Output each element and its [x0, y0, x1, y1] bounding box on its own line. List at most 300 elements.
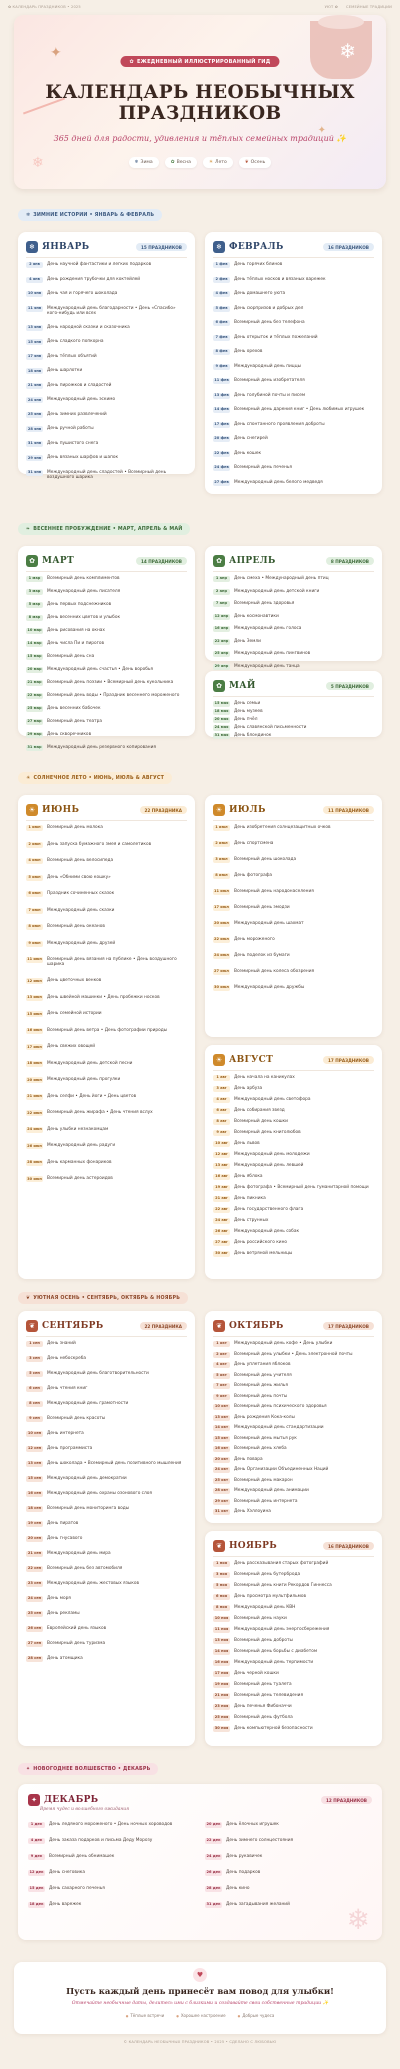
- holiday-date: 21 мар: [27, 680, 42, 685]
- holiday-count-badge: 15 ПРАЗДНИКОВ: [136, 243, 187, 251]
- holiday-row: [26, 719, 187, 725]
- holiday-row: [213, 1649, 374, 1655]
- holiday-name: Всемирный день народонаселения: [234, 889, 314, 894]
- holiday-name: День начала на каникулах: [234, 1075, 295, 1080]
- holiday-row: [213, 1373, 374, 1379]
- holiday-row: [213, 1671, 374, 1677]
- holiday-name: Всемирный день океанов: [47, 924, 105, 929]
- holiday-date: 2 окт: [213, 1352, 230, 1358]
- holiday-row: [26, 602, 187, 608]
- holiday-name: Всемирный день книги Рекордов Гиннесса: [234, 1583, 332, 1588]
- holiday-count-badge: 16 ПРАЗДНИКОВ: [323, 1542, 374, 1550]
- holiday-name: День просмотра мультфильмов: [234, 1594, 307, 1599]
- gift-icon: ✦: [28, 1794, 40, 1806]
- holiday-row: [213, 953, 374, 959]
- holiday-date: 4 дек: [28, 1838, 45, 1844]
- holiday-name: День кино: [226, 1886, 250, 1891]
- holiday-date: 9 дек: [28, 1854, 45, 1860]
- holiday-date: 5 окт: [213, 1373, 230, 1379]
- holiday-row: [26, 628, 187, 634]
- holiday-row: [213, 277, 374, 283]
- holiday-name: День вязаных шарфов и шапок: [47, 455, 119, 461]
- holiday-date: 24 июн: [27, 1127, 42, 1132]
- holiday-date: 2 июн: [26, 842, 43, 848]
- month-title: ЯНВАРЬ: [42, 242, 90, 252]
- holiday-date: 22 июл: [214, 937, 229, 942]
- holiday-name: День снегирей: [234, 436, 268, 441]
- holiday-row: [28, 1870, 195, 1876]
- holiday-row: [213, 969, 374, 975]
- holiday-date: 30 июл: [214, 985, 229, 990]
- holiday-row: [213, 465, 374, 471]
- holiday-name: Всемирный день красоты: [47, 1416, 106, 1421]
- holiday-date: 21 ноя: [214, 1693, 229, 1698]
- holiday-date: 5 июн: [26, 875, 43, 881]
- holiday-date: 22 фев: [214, 450, 229, 455]
- flower-icon: ✿: [213, 680, 225, 692]
- holiday-date: 21 авг: [213, 1196, 230, 1202]
- holiday-row: [213, 1478, 374, 1484]
- sun-icon: ☀: [213, 1054, 225, 1066]
- holiday-date: 11 фев: [214, 378, 229, 383]
- sun-icon: ☀: [208, 160, 214, 165]
- holiday-date: 30 авг: [213, 1251, 230, 1257]
- holiday-name: Всемирный день мониторинга воды: [47, 1506, 130, 1511]
- holiday-date: 25 сен: [27, 1611, 42, 1616]
- holiday-row: [26, 908, 187, 914]
- holiday-row: [26, 1371, 187, 1377]
- holiday-name: Всемирный день воды • Праздник весеннего мороженого: [47, 693, 180, 698]
- month-card-january: [18, 232, 195, 481]
- holiday-row: [205, 1886, 372, 1892]
- holiday-row: [213, 1174, 374, 1180]
- holiday-name: Всемирный день улыбки • День электронной почты: [234, 1351, 353, 1357]
- holiday-date: 22 сен: [27, 1566, 42, 1571]
- holiday-name: День мороженого: [234, 937, 275, 942]
- holiday-row: [213, 1075, 374, 1081]
- holiday-name: Всемирный день жилья: [234, 1383, 288, 1388]
- holiday-date: 31 янв: [27, 441, 42, 446]
- sparkle-icon: ✦: [317, 125, 326, 136]
- holiday-date: 20 дек: [206, 1822, 221, 1827]
- holiday-date: 3 мар: [26, 589, 43, 595]
- holiday-name: День рождения трубочки для коктейлей: [47, 276, 141, 282]
- season-pill-autumn[interactable]: ❦ Осень: [239, 157, 272, 168]
- holiday-date: 20 фев: [214, 436, 229, 441]
- holiday-date: 22 авг: [213, 1207, 230, 1213]
- holiday-row: [213, 1218, 374, 1224]
- holiday-date: 19 авг: [213, 1185, 230, 1191]
- holiday-date: 20 мар: [27, 667, 42, 672]
- holiday-row: [26, 858, 187, 864]
- leaf-icon: ❦: [244, 160, 249, 165]
- holiday-date: 8 сен: [26, 1401, 43, 1407]
- season-pill-summer[interactable]: ☀ Лето: [203, 157, 233, 168]
- holiday-row: [26, 641, 187, 647]
- holiday-row: [213, 664, 374, 670]
- holiday-date: 27 сен: [27, 1641, 42, 1646]
- holiday-row: [26, 1596, 187, 1602]
- holiday-date: 14 мар: [27, 641, 42, 646]
- holiday-date: 2 апр: [213, 589, 230, 595]
- holiday-name: День фотографа • Всемирный день гуманитарной помощи: [234, 1185, 369, 1190]
- leaf-icon: ❦: [213, 1540, 225, 1552]
- holiday-name: День числа Пи и пирогов: [47, 641, 105, 646]
- holiday-name: Международный день шахмат: [234, 921, 304, 926]
- holiday-name: Международный день радуги: [47, 1143, 116, 1149]
- holiday-row: [213, 1207, 374, 1213]
- holiday-row: [205, 1870, 372, 1876]
- holiday-row: [26, 325, 187, 331]
- holiday-name: Международный день мира: [47, 1551, 111, 1556]
- holiday-date: 4 янв: [26, 277, 43, 283]
- holiday-row: [213, 1457, 374, 1463]
- flower-icon: ✿: [170, 160, 175, 165]
- holiday-row: [213, 576, 374, 582]
- holiday-name: Всемирный день астероидов: [47, 1176, 113, 1182]
- holiday-row: [26, 693, 187, 699]
- holiday-row: [26, 825, 187, 831]
- holiday-row: [26, 1011, 187, 1017]
- holiday-name: Всемирный день велосипеда: [47, 858, 114, 863]
- month-subtitle: Время чудес и волшебного ожидания: [40, 1807, 130, 1812]
- holiday-name: День шарлотки: [47, 368, 83, 374]
- holiday-name: День горячих блинов: [234, 262, 283, 267]
- holiday-name: День атомщика: [47, 1656, 83, 1661]
- holiday-name: Международный день энергосбережения: [234, 1627, 330, 1632]
- holiday-name: День пирожков и сладостей: [47, 382, 112, 388]
- holiday-row: [26, 667, 187, 673]
- holiday-name: Международный день стандартизации: [234, 1425, 324, 1430]
- holiday-name: Европейский день языков: [47, 1626, 107, 1631]
- holiday-row: [26, 1127, 187, 1133]
- holiday-date: 20 сен: [27, 1536, 42, 1541]
- holiday-date: 9 сен: [26, 1416, 43, 1422]
- holiday-date: 24 янв: [27, 397, 42, 402]
- leaf-icon: ❦: [213, 1320, 225, 1332]
- holiday-date: 4 июн: [26, 858, 43, 864]
- holiday-row: [26, 706, 187, 712]
- holiday-name: День яблока: [234, 1174, 263, 1179]
- holiday-name: День шоколада • Всемирный день позитивного мышления: [47, 1461, 182, 1466]
- season-pill-winter[interactable]: ❄ Зима: [129, 157, 159, 168]
- holiday-date: 24 сен: [27, 1596, 42, 1601]
- holiday-date: 1 дек: [28, 1822, 45, 1828]
- holiday-name: День сахарного печенья: [49, 1886, 105, 1891]
- holiday-name: Международный день эскимо: [47, 397, 116, 403]
- section-label-autumn: ❦ УЮТНАЯ ОСЕНЬ • СЕНТЯБРЬ, ОКТЯБРЬ & НОЯБРЬ: [18, 1292, 188, 1304]
- holiday-row: [213, 1196, 374, 1202]
- holiday-date: 22 апр: [214, 638, 229, 643]
- holiday-date: 10 авг: [213, 1141, 230, 1147]
- holiday-name: Международный день демократии: [47, 1476, 127, 1481]
- holiday-name: День первых подснежников: [47, 602, 112, 607]
- month-title: СЕНТЯБРЬ: [42, 1321, 104, 1331]
- holiday-name: Всемирный день колеса обозрения: [234, 969, 315, 974]
- holiday-name: Всемирный день молока: [47, 825, 103, 830]
- holiday-date: 18 июн: [27, 1061, 42, 1066]
- holiday-date: 11 ноя: [214, 1627, 229, 1632]
- holiday-name: Международный день детской песни: [47, 1060, 133, 1066]
- holiday-row: [26, 1341, 187, 1347]
- holiday-row: [26, 995, 187, 1001]
- holiday-row: [26, 978, 187, 984]
- holiday-date: 10 янв: [27, 291, 42, 296]
- month-card-september: [18, 1311, 195, 1746]
- holiday-name: Всемирный день мытья рук: [234, 1435, 297, 1441]
- holiday-name: Всемирный день макарон: [234, 1477, 293, 1483]
- holiday-row: [213, 626, 374, 632]
- holiday-row: [213, 1229, 374, 1235]
- holiday-name: День кошек: [234, 450, 262, 456]
- holiday-date: 8 ноя: [213, 1605, 230, 1611]
- holiday-date: 4 окт: [213, 1362, 230, 1368]
- holiday-date: 9 авг: [213, 1130, 230, 1136]
- holiday-name: Всемирный день туризма: [47, 1641, 106, 1646]
- top-bar-right-2: СЕМЕЙНЫЕ ТРАДИЦИИ: [345, 5, 392, 9]
- month-title: ОКТЯБРЬ: [229, 1321, 284, 1331]
- holiday-date: 19 сен: [27, 1521, 42, 1526]
- holiday-row: [213, 1383, 374, 1389]
- holiday-row: [213, 1097, 374, 1103]
- holiday-date: 16 июн: [27, 1028, 42, 1033]
- holiday-name: День повара: [234, 1456, 263, 1462]
- holiday-date: 9 окт: [213, 1394, 230, 1400]
- holiday-count-badge: 5 ПРАЗДНИКОВ: [326, 682, 374, 690]
- holiday-name: День тёплых носков и вязаных варежек: [234, 276, 326, 282]
- holiday-name: Всемирный день шоколада: [234, 857, 297, 862]
- holiday-date: 25 окт: [214, 1477, 229, 1482]
- holiday-row: [213, 1572, 374, 1578]
- holiday-name: Всемирный день обнимашек: [49, 1854, 115, 1859]
- holiday-name: Международный день друзей: [47, 940, 116, 946]
- holiday-name: Международный день грамотности: [47, 1401, 129, 1406]
- holiday-date: 28 июн: [27, 1160, 42, 1165]
- holiday-name: Всемирный день эмодзи: [234, 905, 290, 910]
- month-title: НОЯБРЬ: [229, 1541, 277, 1551]
- holiday-name: День сладкого попкорна: [47, 339, 104, 345]
- holiday-name: День рисования на окнах: [47, 628, 105, 633]
- holiday-date: 24 окт: [214, 1467, 229, 1472]
- holiday-date: 30 июн: [27, 1176, 42, 1181]
- footer-title: Пусть каждый день принесёт вам повод для улыбки!: [66, 1987, 334, 1997]
- holiday-date: 7 июн: [26, 908, 43, 914]
- holiday-row: [26, 1566, 187, 1572]
- holiday-date: 26 июн: [27, 1143, 42, 1148]
- holiday-name: День спортсмена: [234, 841, 274, 846]
- holiday-row: [213, 422, 374, 428]
- holiday-row: [213, 1394, 374, 1400]
- flower-icon: ✿: [26, 555, 38, 567]
- snowflake-icon: ❄: [26, 241, 38, 253]
- holiday-row: [213, 1108, 374, 1114]
- holiday-date: 17 июл: [214, 905, 229, 910]
- holiday-date: 15 июн: [27, 1011, 42, 1016]
- month-title: АПРЕЛЬ: [229, 556, 276, 566]
- holiday-name: День ветряной мельницы: [234, 1251, 293, 1256]
- holiday-date: 3 авг: [213, 1086, 230, 1092]
- holiday-name: Международный день анимации: [234, 1488, 309, 1493]
- holiday-row: [213, 1415, 374, 1421]
- holiday-name: Международный день благотворительности: [47, 1371, 149, 1376]
- holiday-name: Международный день писателя: [47, 589, 121, 594]
- page-subtitle: 365 дней для радости, удивления и тёплых семейных традиций ✨: [53, 134, 347, 143]
- holiday-row: [26, 941, 187, 947]
- holiday-date: 17 июн: [27, 1044, 42, 1049]
- holiday-row: [28, 1854, 195, 1860]
- month-title: МАРТ: [42, 556, 74, 566]
- month-card-october: [205, 1311, 382, 1523]
- holiday-row: [205, 1838, 372, 1844]
- holiday-name: Всемирный день хлеба: [234, 1446, 287, 1451]
- holiday-row: [213, 407, 374, 413]
- holiday-row: [213, 1499, 374, 1505]
- holiday-date: 27 мар: [27, 719, 42, 724]
- holiday-date: 11 июн: [27, 957, 42, 962]
- holiday-date: 12 авг: [213, 1152, 230, 1158]
- holiday-row: [213, 639, 374, 645]
- holiday-name: День фотографа: [234, 873, 273, 878]
- holiday-row: [26, 262, 187, 268]
- holiday-date: 1 фев: [213, 262, 230, 268]
- holiday-row: [213, 393, 374, 399]
- holiday-date: 8 июл: [213, 873, 230, 879]
- holiday-row: [26, 1506, 187, 1512]
- holiday-name: Международный день собак: [234, 1229, 300, 1234]
- month-card-december: [18, 1784, 382, 1940]
- holiday-row: [213, 825, 374, 831]
- holiday-count-badge: 17 ПРАЗДНИКОВ: [323, 1322, 374, 1330]
- holiday-name: День рождения Кока-колы: [234, 1414, 295, 1420]
- holiday-row: [26, 1416, 187, 1422]
- holiday-row: [26, 1551, 187, 1557]
- holiday-name: Всемирный день театра: [47, 719, 103, 724]
- holiday-date: 13 июн: [27, 995, 42, 1000]
- holiday-row: [26, 1176, 187, 1182]
- holiday-date: 12 сен: [27, 1446, 42, 1451]
- holiday-name: День заказа подарков и письма Деду Морозу: [49, 1838, 153, 1843]
- holiday-name: Всемирный день туалета: [234, 1682, 292, 1687]
- holiday-row: [26, 1028, 187, 1034]
- holiday-name: Праздник сочиненных сказок: [47, 891, 115, 896]
- holiday-row: [213, 921, 374, 927]
- holiday-row: [213, 1704, 374, 1710]
- holiday-date: 5 мар: [26, 602, 43, 608]
- holiday-row: [28, 1838, 195, 1844]
- holiday-date: 4 фев: [213, 291, 230, 297]
- holiday-date: 9 фев: [213, 364, 230, 370]
- holiday-date: 1 апр: [213, 576, 230, 582]
- holiday-row: [26, 339, 187, 345]
- holiday-row: [213, 1509, 374, 1515]
- holiday-row: [26, 277, 187, 283]
- flower-icon: ✿: [213, 555, 225, 567]
- holiday-date: 13 ноя: [214, 1638, 229, 1643]
- holiday-row: [26, 1536, 187, 1542]
- holiday-row: [213, 1726, 374, 1732]
- holiday-name: День космонавтики: [234, 613, 279, 619]
- holiday-date: 8 мар: [26, 615, 43, 621]
- holiday-row: [26, 1061, 187, 1067]
- month-title: МАЙ: [229, 681, 256, 691]
- holiday-row: [26, 354, 187, 360]
- holiday-date: 13 фев: [214, 392, 229, 397]
- holiday-name: День печенья Фибоначчи: [234, 1704, 292, 1709]
- holiday-name: День пушистого снега: [47, 440, 99, 446]
- holiday-date: 23 сен: [27, 1581, 42, 1586]
- holiday-name: День швейной машинки • День пробежки носков: [47, 994, 160, 1000]
- holiday-date: 1 июн: [26, 825, 43, 831]
- holiday-row: [26, 470, 187, 481]
- holiday-row: [213, 1467, 374, 1473]
- holiday-row: [213, 1616, 374, 1622]
- gift-icon: ✦: [26, 1766, 31, 1772]
- holiday-date: 24 фев: [214, 465, 229, 470]
- holiday-date: 16 ноя: [214, 1660, 229, 1665]
- holiday-name: Всемирный день сна: [47, 654, 95, 659]
- holiday-date: 17 янв: [27, 354, 42, 359]
- holiday-row: [26, 1160, 187, 1166]
- holiday-name: День зимних развлечений: [47, 411, 107, 417]
- holiday-row: [213, 1341, 374, 1347]
- holiday-name: День селфи • День йоги • День цветов: [47, 1093, 137, 1099]
- holiday-row: [28, 1822, 195, 1828]
- snowflake-icon: ❄: [32, 155, 44, 171]
- holiday-date: 31 окт: [214, 1509, 229, 1514]
- holiday-name: День Земли: [234, 638, 261, 644]
- holiday-name: День ручной работы: [47, 426, 94, 432]
- holiday-name: День государственного флага: [234, 1207, 304, 1212]
- holiday-name: Всемирный день печенья: [234, 465, 292, 470]
- holiday-date: 21 сен: [27, 1551, 42, 1556]
- holiday-name: День струнных: [234, 1218, 269, 1223]
- holiday-row: [26, 1491, 187, 1497]
- holiday-row: [213, 717, 374, 723]
- holiday-name: День изобретения солнцезащитных очков: [234, 825, 331, 830]
- holiday-date: 28 дек: [206, 1886, 221, 1891]
- holiday-name: День ледяного мороженого • День ночных хороводов: [49, 1822, 173, 1827]
- holiday-date: 3 сен: [26, 1356, 43, 1362]
- holiday-row: [26, 957, 187, 968]
- holiday-name: Международный день танца: [234, 663, 300, 669]
- holiday-row: [205, 1822, 372, 1828]
- holiday-row: [213, 1682, 374, 1688]
- holiday-row: [213, 262, 374, 268]
- holiday-name: Всемирный день кошки: [234, 1119, 288, 1124]
- holiday-name: Международный день КВН: [234, 1605, 296, 1610]
- holiday-name: День пчёл: [234, 717, 258, 722]
- holiday-date: 20 июн: [27, 1077, 42, 1082]
- holiday-name: День весенних бабочек: [47, 706, 101, 711]
- season-pill-spring[interactable]: ✿ Весна: [165, 157, 197, 168]
- holiday-row: [213, 873, 374, 879]
- holiday-row: [213, 1251, 374, 1257]
- holiday-date: 13 авг: [213, 1163, 230, 1169]
- holiday-name: День скворечников: [47, 732, 92, 737]
- holiday-date: 15 мая: [214, 701, 229, 706]
- holiday-date: 2 июл: [213, 841, 230, 847]
- section-label-december: ✦ НОВОГОДНЕЕ ВОЛШЕБСТВО • ДЕКАБРЬ: [18, 1763, 158, 1775]
- holiday-name: Всемирный день дарения книг • День любимых игрушек: [234, 407, 365, 412]
- holiday-date: 18 янв: [27, 368, 42, 373]
- holiday-row: [26, 1446, 187, 1452]
- holiday-name: День уплетания яблоков: [234, 1362, 291, 1367]
- holiday-row: [26, 1401, 187, 1407]
- holiday-name: Международный день пиццы: [234, 363, 302, 369]
- holiday-row: [26, 891, 187, 897]
- holiday-name: День знаний: [47, 1341, 76, 1346]
- holiday-row: [26, 680, 187, 686]
